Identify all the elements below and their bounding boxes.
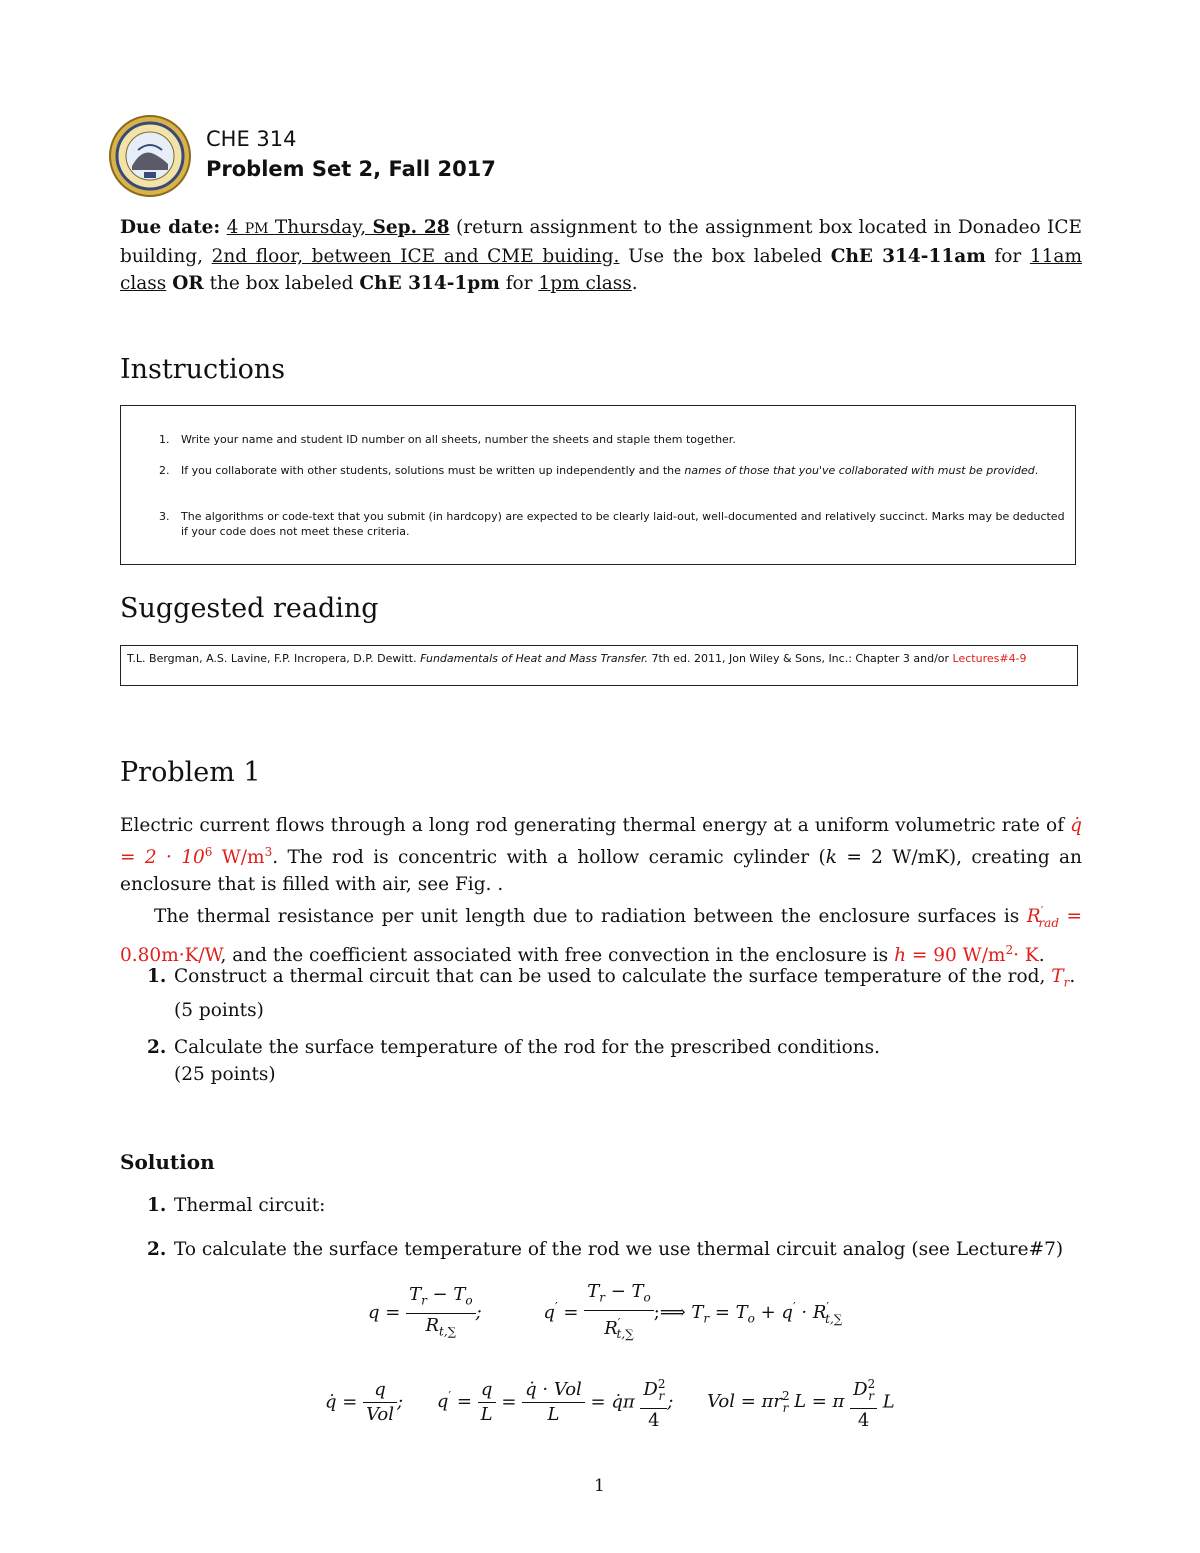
qdot-expression: q̇ = $2 \cdot 10^6$ $W/m^3$ xyxy=(120,815,1082,869)
university-seal-logo xyxy=(108,114,192,198)
solution-item-2 xyxy=(147,1236,1084,1263)
item-number: 2. xyxy=(147,1037,167,1058)
tr-symbol: $T_r$ xyxy=(1051,966,1070,990)
instruction-text: If you collaborate with other students, solutions must be written up independently and the xyxy=(181,464,681,477)
instruction-text-emphasis: names of those that you've collaborated with must be provided xyxy=(684,464,1035,477)
instruction-item xyxy=(159,509,1071,539)
h-expression: h = 90 $W/m^2\cdot K$ xyxy=(894,943,1039,967)
due-text-2: Use the box labeled xyxy=(628,246,823,267)
item-text: Calculate the surface temperature of the rod for the prescribed conditions. xyxy=(174,1037,881,1058)
item-text: Construct a thermal circuit that can be used to calculate the surface temperature of the rod, xyxy=(174,966,1046,987)
instruction-text-end: . xyxy=(1034,464,1039,477)
k-value: = 2 W/mK), creating an enclosure that is filled with air, see Fig. . xyxy=(120,847,1082,896)
page-number: 1 xyxy=(594,1476,605,1496)
due-label: Due date: xyxy=(120,217,221,238)
p1-text-b: . The rod is concentric with a hollow ceramic cylinder ( xyxy=(272,847,826,869)
class-1pm: 1pm class xyxy=(538,273,632,294)
due-text-3: the box labeled xyxy=(209,273,354,294)
instruction-item xyxy=(159,432,1071,447)
problem1-item-1 xyxy=(147,963,1084,1024)
p2-end: . xyxy=(1038,945,1045,967)
p2-text-b: , and the coefficient associated with free convection in the enclosure is xyxy=(220,945,889,967)
item-points: (25 points) xyxy=(174,1064,276,1085)
due-date-paragraph xyxy=(120,214,1082,297)
problem1-paragraph-1 xyxy=(120,812,1082,898)
instruction-num: 2. xyxy=(159,464,170,477)
box-11am: ChE 314-11am xyxy=(830,246,986,267)
due-text-1: (return assignment to the assignment box located in Donadeo ICE building, xyxy=(120,217,1082,267)
reading-details: 7th ed. 2011, Jon Wiley & Sons, Inc.: Chapter 3 and/or xyxy=(651,652,950,665)
due-for-1: for xyxy=(994,246,1022,267)
item-points: (5 points) xyxy=(174,999,264,1021)
r-rad-expression: $R'_{rad} = 0.80m\cdot K/W$ xyxy=(120,904,1082,967)
suggested-reading-heading: Suggested reading xyxy=(120,593,379,624)
instruction-num: 3. xyxy=(159,510,170,523)
due-floor: 2nd floor, between ICE and CME buiding. xyxy=(211,246,620,267)
problem1-paragraph-2 xyxy=(120,898,1082,969)
instruction-num: 1. xyxy=(159,433,170,446)
class-11am: 11am class xyxy=(120,246,1082,294)
box-1pm: ChE 314-1pm xyxy=(359,273,500,294)
item-text: To calculate the surface temperature of the rod we use thermal circuit analog (see Lecture#7) xyxy=(174,1239,1064,1260)
equation-line-2: q̇ = $\frac{q}{\text{Vol}}$ ; q′ = $\frac{q}{L}$ = $\frac{\text{q̇ · Vol}}{L}$ = q̇π $\frac{D^2_r}{4}$ ; Vol = $\pi r^2_r$ L = π $\frac{D^2_r}{4}$ L xyxy=(325,1372,895,1433)
equation-line-1: q = $\frac{T_r - T_o}{R_{t,\sum}}$ ; q′ = $\frac{T_r - T_o}{R'_{t,\sum}}$ ;⟹ $T_r = T_o + q' \cdot R'_{t,\sum}$ xyxy=(368,1281,843,1342)
solution-item-1 xyxy=(147,1192,326,1219)
p1-text-a: Electric current flows through a long rod generating thermal energy at a uniform volumetric rate of xyxy=(120,815,1065,836)
p2-text-a: The thermal resistance per unit length due to radiation between the enclosure surfaces is xyxy=(154,906,1020,928)
item-number: 2. xyxy=(147,1239,167,1260)
reading-box xyxy=(120,645,1078,686)
lectures-link[interactable]: Lectures#4-9 xyxy=(952,652,1027,665)
item-end: . xyxy=(1069,966,1076,987)
item-number: 1. xyxy=(147,1195,167,1216)
item-number: 1. xyxy=(147,966,167,987)
due-time: 4 PM Thursday, Sep. 28 xyxy=(226,217,450,238)
problem1-heading: Problem 1 xyxy=(120,757,261,788)
item-text: Thermal circuit: xyxy=(174,1195,326,1216)
reading-authors: T.L. Bergman, A.S. Lavine, F.P. Incropera, D.P. Dewitt. xyxy=(127,652,417,665)
instruction-item xyxy=(159,463,1071,478)
due-for-2: for xyxy=(505,273,533,294)
course-code: CHE 314 xyxy=(206,127,297,151)
document-header xyxy=(206,124,496,184)
problem1-item-2 xyxy=(147,1034,1084,1088)
solution-heading: Solution xyxy=(120,1150,215,1174)
reading-book-title: Fundamentals of Heat and Mass Transfer. xyxy=(420,652,648,665)
due-end: . xyxy=(631,273,638,294)
instructions-heading: Instructions xyxy=(120,354,286,385)
instruction-text: The algorithms or code-text that you submit (in hardcopy) are expected to be clearly laid-out, well-documented and relatively succinct. Marks may be deducted if your code does not meet these criteria. xyxy=(181,510,1065,538)
problem1-statement xyxy=(120,812,1082,969)
due-or: OR xyxy=(172,273,204,294)
problem-set-title: Problem Set 2, Fall 2017 xyxy=(206,157,496,181)
k-symbol: k xyxy=(825,847,837,869)
instructions-box xyxy=(120,405,1076,565)
instruction-text: Write your name and student ID number on all sheets, number the sheets and staple them together. xyxy=(181,433,736,446)
